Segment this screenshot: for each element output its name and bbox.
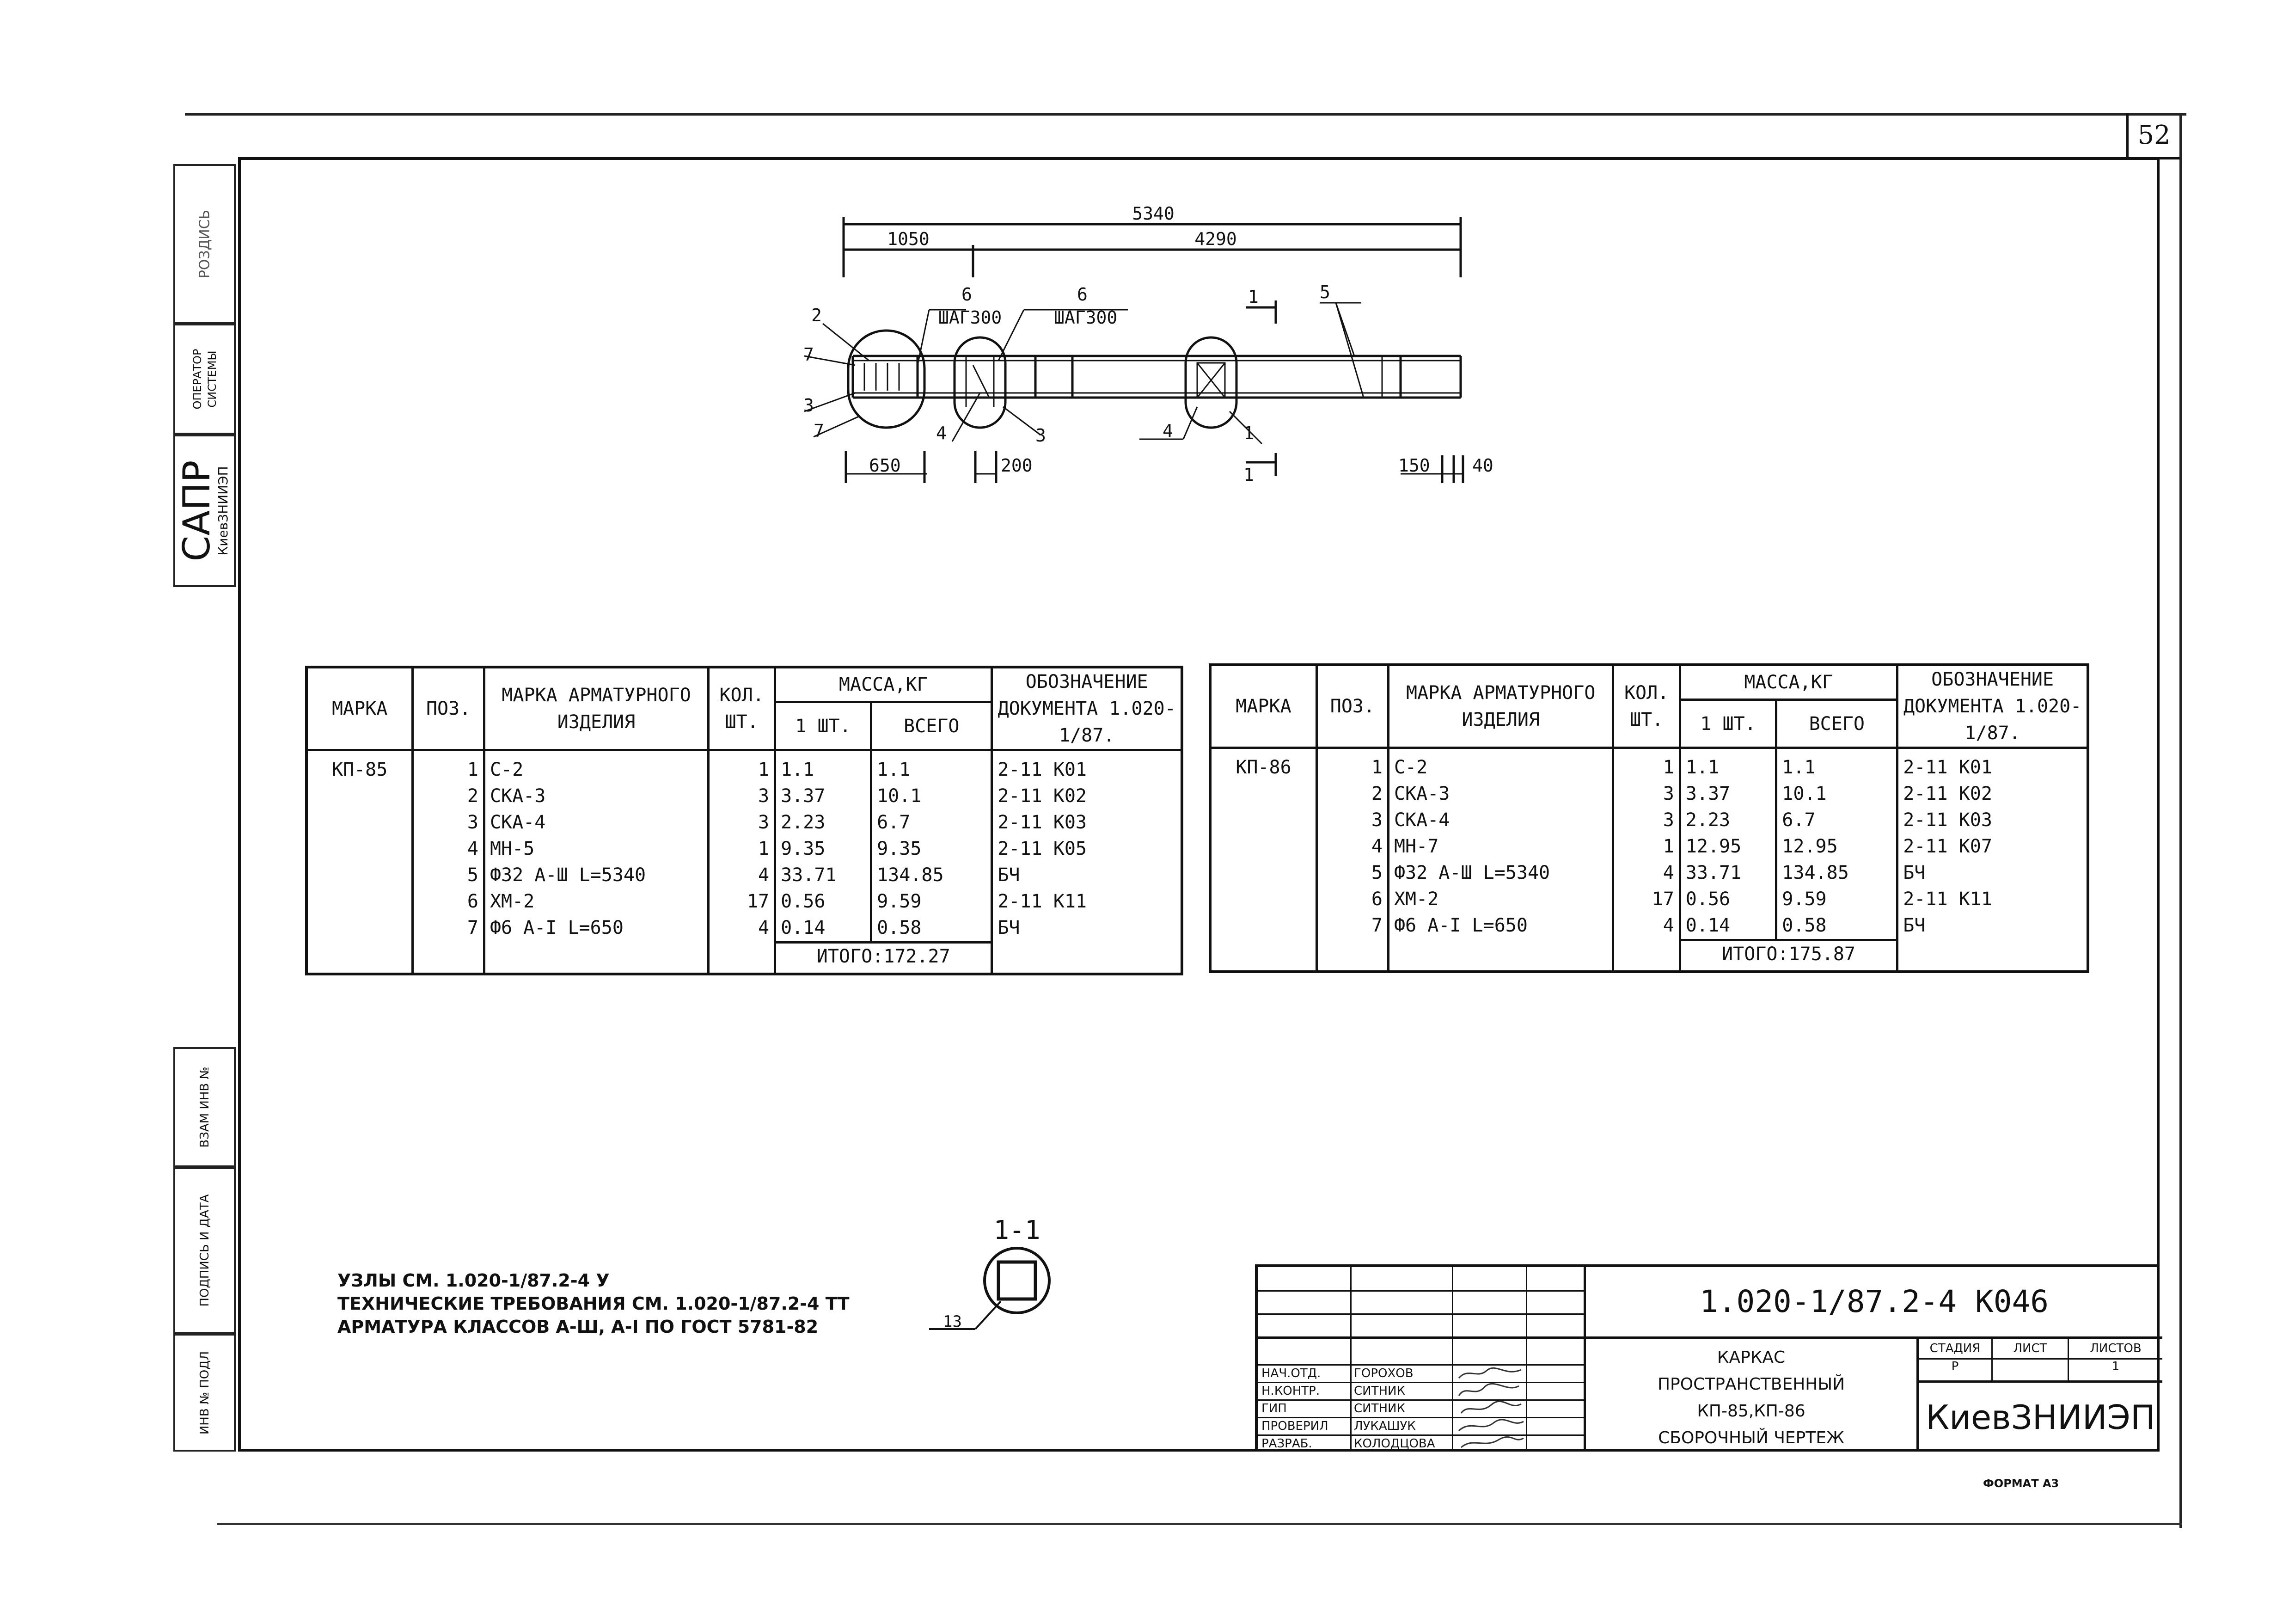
stage-sheet-cells [1919, 1339, 2162, 1383]
spec-table-kp85 [305, 666, 1183, 975]
cell-item: СКА-4 [484, 809, 708, 836]
cell-qty: 1 [1613, 748, 1680, 781]
cell-pos: 6 [413, 889, 484, 915]
document-code: 1.020-1/87.2-4 К046 [1584, 1267, 2162, 1339]
cell-pos: 7 [1316, 913, 1388, 940]
cell-mass-all: 9.35 [871, 836, 992, 862]
cage-elevation-drawing [0, 0, 2295, 532]
cell-pos: 1 [413, 750, 484, 784]
cell-pos: 5 [1316, 860, 1388, 886]
name-cell: КОЛОДЦОВА [1354, 1437, 1435, 1451]
table-row [306, 836, 1182, 862]
cell-pos: 2 [1316, 781, 1388, 807]
step-right: ШАГ300 [1054, 307, 1118, 328]
role-cell: ГИП [1261, 1402, 1287, 1416]
cell-mass-one: 33.71 [1680, 860, 1776, 886]
hdr-item-mark: МАРКА АРМАТУРНОГО ИЗДЕЛИЯ [484, 667, 708, 750]
table-row [306, 915, 1182, 943]
cell-mass-one: 2.23 [775, 809, 871, 836]
cell-doc: 2-11 К11 [1897, 886, 2088, 913]
cell-mass-all: 12.95 [1776, 833, 1897, 860]
cell-qty: 4 [1613, 860, 1680, 886]
dim-200: 200 [1001, 455, 1033, 476]
table-row [1210, 833, 2088, 860]
inv-orig-label: ИНВ № ПОДЛ [197, 1351, 212, 1434]
hdr-mass-one: 1 ШТ. [1680, 700, 1776, 748]
pos3-label-right: 3 [1035, 425, 1046, 446]
cell-total: ИТОГО:172.27 [775, 943, 992, 974]
name-cell: ЛУКАШУК [1354, 1419, 1416, 1433]
cell-item: Ф6 А-I L=650 [1388, 913, 1613, 940]
cell-doc: 2-11 К03 [992, 809, 1182, 836]
hdr-item-mark: МАРКА АРМАТУРНОГО ИЗДЕЛИЯ [1388, 665, 1613, 748]
hdr-mass: МАССА,КГ [1680, 665, 1897, 700]
left-strip-sign-date [173, 1167, 236, 1334]
cell-item: ХМ-2 [1388, 886, 1613, 913]
cell-doc: 2-11 К01 [992, 750, 1182, 784]
pos4-label-right: 4 [1163, 421, 1173, 441]
cell-pos: 3 [413, 809, 484, 836]
general-notes [337, 1269, 850, 1338]
hdr-qty: КОЛ. ШТ. [1613, 665, 1680, 748]
cell-doc: 2-11 К11 [992, 889, 1182, 915]
dim-left: 1050 [887, 229, 930, 249]
format-label: ФОРМАТ А3 [1983, 1477, 2059, 1490]
cell-doc: БЧ [1897, 913, 2088, 940]
hdr-doc: ОБОЗНАЧЕНИЕ ДОКУМЕНТА 1.020-1/87. [1897, 665, 2088, 748]
institute-label: КиевЗНИИЭП [215, 466, 231, 556]
cell-mass-all: 10.1 [1776, 781, 1897, 807]
cell-mass-one: 9.35 [775, 836, 871, 862]
cell-item: ХМ-2 [484, 889, 708, 915]
pos5-label: 5 [1320, 282, 1330, 302]
cell-pos: 4 [1316, 833, 1388, 860]
section-1-1-drawing [915, 1211, 1082, 1350]
cell-qty: 3 [1613, 781, 1680, 807]
section-mark-top: 1 [1248, 287, 1259, 307]
pos6-right: 6 [1077, 284, 1088, 305]
cell-mass-all: 9.59 [871, 889, 992, 915]
dim-total: 5340 [1132, 203, 1175, 224]
table-row [306, 889, 1182, 915]
cell-item: МН-7 [1388, 833, 1613, 860]
step-left: ШАГ300 [938, 307, 1002, 328]
pos1-label: 1 [1243, 423, 1254, 443]
role-cell: ПРОВЕРИЛ [1261, 1419, 1328, 1433]
drawing-name-line: КАРКАС [1717, 1348, 1786, 1367]
pos13-label: 13 [943, 1312, 962, 1331]
bottom-border-line [217, 1523, 2182, 1525]
cell-mass-all: 1.1 [871, 750, 992, 784]
role-cell: Н.КОНТР. [1261, 1384, 1320, 1398]
cell-mass-one: 0.56 [775, 889, 871, 915]
cell-item: С-2 [1388, 748, 1613, 781]
dim-150: 150 [1398, 455, 1430, 476]
cell-pos: 1 [1316, 748, 1388, 781]
hdr-pos: ПОЗ. [1316, 665, 1388, 748]
cell-mass-one: 3.37 [1680, 781, 1776, 807]
table-row [306, 862, 1182, 889]
cell-item: СКА-4 [1388, 807, 1613, 833]
pos3-label-left: 3 [803, 395, 814, 416]
hdr-mass-all: ВСЕГО [871, 702, 992, 750]
cell-qty: 4 [709, 915, 775, 943]
table-total-row [306, 943, 1182, 974]
dim-40: 40 [1472, 455, 1493, 476]
cell-qty: 1 [709, 750, 775, 784]
cell-mass-one: 1.1 [775, 750, 871, 784]
title-block [1255, 1264, 2160, 1452]
hdr-mass-one: 1 ШТ. [775, 702, 871, 750]
cell-mass-one: 0.14 [1680, 913, 1776, 940]
dim-650: 650 [869, 455, 901, 476]
left-strip-inv-replace [173, 1047, 236, 1167]
cell-doc: БЧ [992, 915, 1182, 943]
pos2-label: 2 [811, 305, 822, 325]
cell-item: Ф32 А-Ш L=5340 [484, 862, 708, 889]
cell-mass-one: 33.71 [775, 862, 871, 889]
cell-doc: 2-11 К07 [1897, 833, 2088, 860]
cell-pos: 7 [413, 915, 484, 943]
cell-mass-all: 6.7 [871, 809, 992, 836]
cell-doc: БЧ [1897, 860, 2088, 886]
cell-mass-all: 0.58 [1776, 913, 1897, 940]
cell-item: С-2 [484, 750, 708, 784]
name-cell: СИТНИК [1354, 1402, 1405, 1416]
name-cell: ГОРОХОВ [1354, 1367, 1414, 1380]
cell-qty: 4 [1613, 913, 1680, 940]
cell-qty: 3 [1613, 807, 1680, 833]
cell-mass-all: 1.1 [1776, 748, 1897, 781]
cell-total: ИТОГО:175.87 [1680, 940, 1897, 972]
cell-qty: 3 [709, 809, 775, 836]
hdr-mark: МАРКА [1210, 665, 1316, 748]
operator-label: ОПЕРАТОР [190, 349, 204, 410]
title-block-right [1916, 1339, 2162, 1452]
sheet-label: ЛИСТ [1993, 1339, 2068, 1360]
note-line: ТЕХНИЧЕСКИЕ ТРЕБОВАНИЯ СМ. 1.020-1/87.2-4 ТТ [337, 1293, 850, 1314]
cell-qty: 1 [709, 836, 775, 862]
cell-mass-one: 12.95 [1680, 833, 1776, 860]
cell-pos: 5 [413, 862, 484, 889]
table-row [306, 783, 1182, 809]
dim-right: 4290 [1194, 229, 1237, 249]
cell-qty: 17 [1613, 886, 1680, 913]
cell-mass-one: 2.23 [1680, 807, 1776, 833]
cell-item: Ф6 А-I L=650 [484, 915, 708, 943]
cell-mass-all: 0.58 [871, 915, 992, 943]
sheets-value: 1 [2111, 1360, 2120, 1373]
sign-date-label: ПОДПИСЬ И ДАТА [197, 1194, 212, 1307]
spec-table-kp86 [1209, 663, 2089, 973]
cell-doc: 2-11 К05 [992, 836, 1182, 862]
cell-doc: 2-11 К03 [1897, 807, 2088, 833]
cell-mass-all: 134.85 [871, 862, 992, 889]
cell-qty: 3 [709, 783, 775, 809]
table-row [306, 750, 1182, 784]
cell-mass-one: 0.14 [775, 915, 871, 943]
cell-mass-all: 10.1 [871, 783, 992, 809]
cell-doc: 2-11 К02 [992, 783, 1182, 809]
hdr-mass-all: ВСЕГО [1776, 700, 1897, 748]
hdr-qty: КОЛ. ШТ. [709, 667, 775, 750]
system-label: СИСТЕМЫ [205, 350, 219, 408]
cell-mark: КП-86 [1210, 748, 1316, 940]
table-row [1210, 781, 2088, 807]
drawing-name-line: ПРОСТРАНСТВЕННЫЙ [1657, 1375, 1845, 1394]
title-block-signatures [1258, 1267, 1584, 1452]
hdr-mark: МАРКА [306, 667, 413, 750]
note-line: АРМАТУРА КЛАССОВ А-Ш, А-I ПО ГОСТ 5781-82 [337, 1317, 819, 1337]
table-row [1210, 860, 2088, 886]
cell-mass-one: 0.56 [1680, 886, 1776, 913]
pos6-left: 6 [961, 284, 972, 305]
pos7-label-bottom: 7 [814, 421, 824, 441]
role-cell: НАЧ.ОТД. [1261, 1367, 1321, 1380]
pos4-label-left: 4 [936, 423, 947, 443]
hdr-doc: ОБОЗНАЧЕНИЕ ДОКУМЕНТА 1.020-1/87. [992, 667, 1182, 750]
cell-qty: 4 [709, 862, 775, 889]
table-row [1210, 807, 2088, 833]
hdr-mass: МАССА,КГ [775, 667, 992, 702]
cell-mass-all: 9.59 [1776, 886, 1897, 913]
pos7-label-top: 7 [803, 344, 814, 365]
stage-value: Р [1951, 1360, 1959, 1373]
left-strip-inv-orig [173, 1334, 236, 1452]
sheet-number: 52 [2126, 113, 2179, 159]
table-row [1210, 748, 2088, 781]
cell-item: СКА-3 [1388, 781, 1613, 807]
cell-doc: БЧ [992, 862, 1182, 889]
cell-pos: 3 [1316, 807, 1388, 833]
note-line: УЗЛЫ СМ. 1.020-1/87.2-4 У [337, 1270, 610, 1291]
table-row [1210, 886, 2088, 913]
cell-item: Ф32 А-Ш L=5340 [1388, 860, 1613, 886]
cell-mass-one: 1.1 [1680, 748, 1776, 781]
hdr-pos: ПОЗ. [413, 667, 484, 750]
drawing-name-line: СБОРОЧНЫЙ ЧЕРТЕЖ [1658, 1428, 1844, 1447]
section-mark-bottom: 1 [1243, 465, 1254, 485]
stage-label: СТАДИЯ [1919, 1339, 1991, 1360]
organization-name: КиевЗНИИЭП [1925, 1398, 2156, 1437]
role-cell: РАЗРАБ. [1261, 1437, 1312, 1451]
section-label: 1-1 [993, 1215, 1040, 1245]
cell-pos: 4 [413, 836, 484, 862]
cell-mark: КП-85 [306, 750, 413, 943]
signatures-handwritten [1454, 1365, 1526, 1452]
cell-qty: 1 [1613, 833, 1680, 860]
inv-replace-label: ВЗАМ ИНВ № [197, 1066, 212, 1148]
cell-pos: 2 [413, 783, 484, 809]
cell-pos: 6 [1316, 886, 1388, 913]
cell-item: СКА-3 [484, 783, 708, 809]
cell-item: МН-5 [484, 836, 708, 862]
cell-mass-all: 6.7 [1776, 807, 1897, 833]
cell-doc: 2-11 К02 [1897, 781, 2088, 807]
drawing-name-line: КП-85,КП-86 [1697, 1402, 1805, 1421]
cell-mass-all: 134.85 [1776, 860, 1897, 886]
sheets-label: ЛИСТОВ [2069, 1339, 2162, 1360]
cell-qty: 17 [709, 889, 775, 915]
signature-label: РОЗДИСЬ [196, 209, 213, 278]
table-total-row [1210, 940, 2088, 972]
table-row [306, 809, 1182, 836]
sapr-label: САПР [175, 460, 218, 562]
cell-doc: 2-11 К01 [1897, 748, 2088, 781]
cell-mass-one: 3.37 [775, 783, 871, 809]
name-cell: СИТНИК [1354, 1384, 1405, 1398]
table-row [1210, 913, 2088, 940]
drawing-name [1584, 1339, 1916, 1452]
